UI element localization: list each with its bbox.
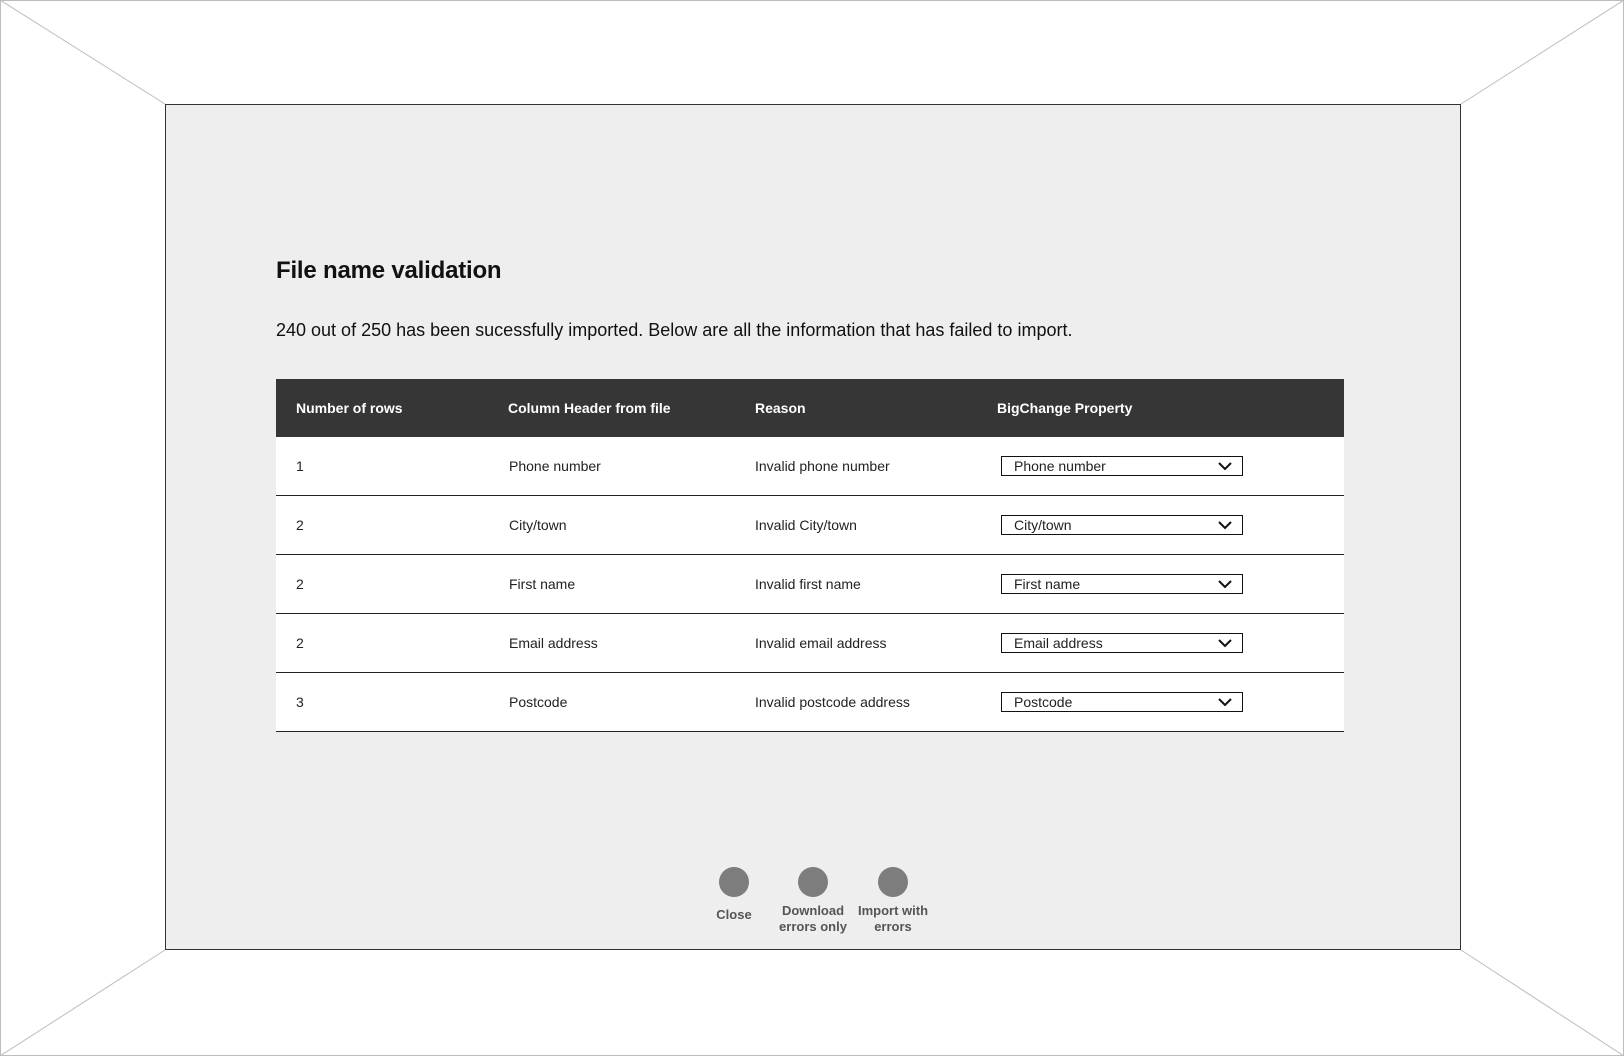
table-row [276, 614, 1344, 673]
chevron-down-icon [1218, 520, 1232, 530]
dialog-actions [166, 867, 1460, 947]
property-select-value: Postcode [1014, 694, 1073, 710]
import-label-line2: errors [874, 919, 912, 934]
import-label [853, 903, 933, 935]
row-column-header: City/town [509, 517, 567, 533]
property-select-value: Email address [1014, 635, 1103, 651]
row-reason: Invalid phone number [755, 458, 890, 474]
download-label-line2: errors only [779, 919, 847, 934]
row-count: 3 [296, 694, 304, 710]
table-row [276, 555, 1344, 614]
property-select[interactable] [1001, 515, 1243, 535]
download-label-line1: Download [781, 903, 845, 918]
property-select-value: First name [1014, 576, 1081, 592]
chevron-down-icon [1218, 638, 1232, 648]
header-reason: Reason [755, 400, 806, 416]
row-column-header: Email address [509, 635, 598, 651]
row-reason: Invalid postcode address [755, 694, 910, 710]
download-errors-button[interactable] [773, 867, 853, 935]
row-column-header: Phone number [509, 458, 601, 474]
header-number-of-rows: Number of rows [296, 400, 403, 416]
row-count: 2 [296, 576, 304, 592]
import-icon [878, 867, 908, 897]
validation-dialog [165, 104, 1461, 950]
row-count: 2 [296, 635, 304, 651]
table-row [276, 437, 1344, 496]
row-column-header: Postcode [509, 694, 568, 710]
row-count: 2 [296, 517, 304, 533]
row-column-header: First name [509, 576, 576, 592]
row-reason: Invalid City/town [755, 517, 857, 533]
dialog-subtitle: 240 out of 250 has been sucessfully imported. Below are all the information that has failed to import. [276, 320, 1073, 340]
table-row [276, 673, 1344, 732]
chevron-down-icon [1218, 461, 1232, 471]
chevron-down-icon [1218, 579, 1232, 589]
header-column-header: Column Header from file [508, 400, 671, 416]
download-label [773, 903, 853, 935]
import-label-line1: Import with [857, 903, 929, 918]
property-select[interactable] [1001, 456, 1243, 476]
close-button[interactable] [694, 867, 774, 923]
row-count: 1 [296, 458, 304, 474]
header-bigchange-property: BigChange Property [997, 400, 1133, 416]
download-icon [798, 867, 828, 897]
import-with-errors-button[interactable] [853, 867, 933, 935]
close-icon [719, 867, 749, 897]
row-reason: Invalid first name [755, 576, 861, 592]
errors-table [276, 379, 1344, 732]
table-header [276, 379, 1344, 437]
property-select-value: Phone number [1014, 458, 1106, 474]
chevron-down-icon [1218, 697, 1232, 707]
property-select[interactable] [1001, 633, 1243, 653]
row-reason: Invalid email address [755, 635, 887, 651]
dialog-title: File name validation [276, 257, 502, 284]
close-label: Close [716, 907, 752, 922]
property-select[interactable] [1001, 574, 1243, 594]
table-row [276, 496, 1344, 555]
property-select-value: City/town [1014, 517, 1072, 533]
property-select[interactable] [1001, 692, 1243, 712]
